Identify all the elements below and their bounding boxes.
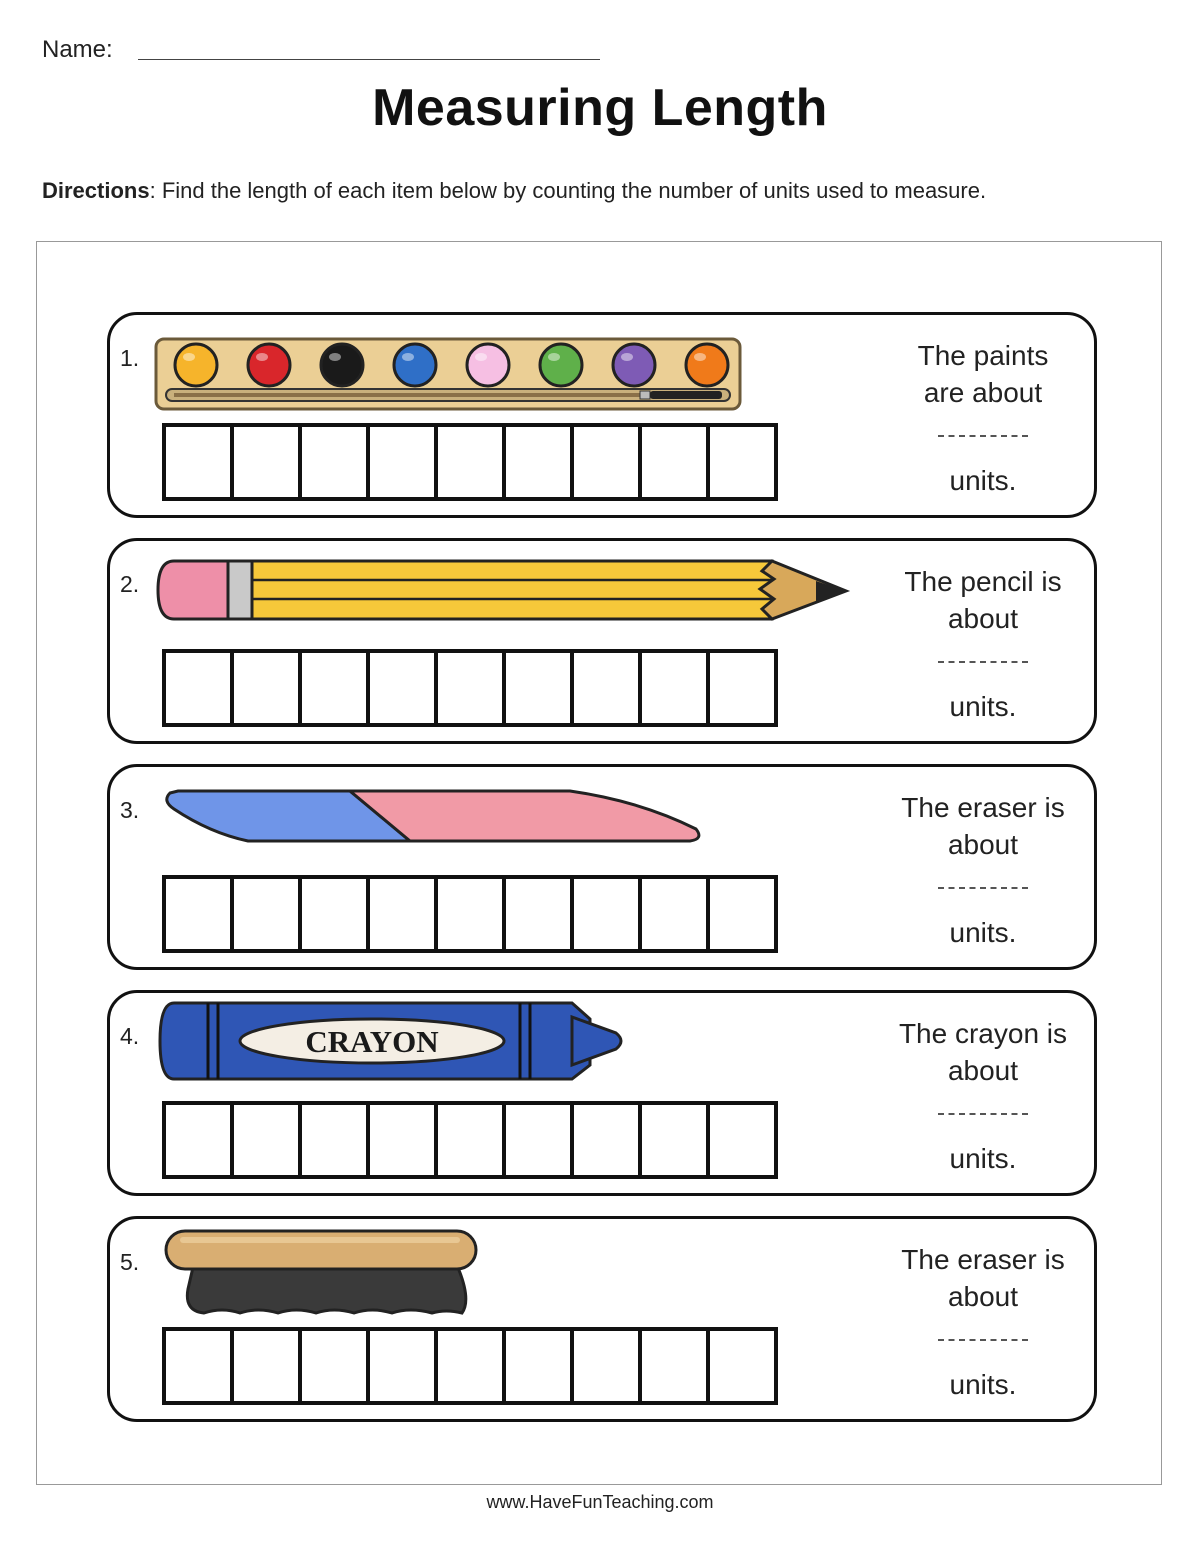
chalkboard-eraser-icon [110, 1219, 870, 1329]
measure-grid [162, 1101, 778, 1179]
paint-highlight [329, 353, 341, 361]
measure-unit-box [162, 1101, 234, 1179]
sentence-line1: The eraser is [901, 792, 1065, 823]
measure-unit-box [570, 649, 642, 727]
paint-highlight [694, 353, 706, 361]
measure-grid [162, 1327, 778, 1405]
measure-unit-box [230, 423, 302, 501]
measure-unit-box [162, 875, 234, 953]
units-label: units. [949, 691, 1017, 722]
item-card-paints [107, 312, 1097, 518]
measure-unit-box [230, 1327, 302, 1405]
paint-color-swatch [613, 344, 655, 386]
paint-color-swatch [175, 344, 217, 386]
crayon-icon [110, 993, 870, 1103]
paint-highlight [402, 353, 414, 361]
measure-unit-box [638, 1101, 710, 1179]
paint-color-swatch [321, 344, 363, 386]
answer-blank[interactable] [938, 887, 1028, 889]
item-number: 1. [120, 345, 140, 371]
paint-highlight [621, 353, 633, 361]
measure-unit-box [706, 875, 778, 953]
measure-unit-box [502, 649, 574, 727]
footer-site: www.HaveFunTeaching.com [486, 1492, 714, 1512]
measure-unit-box [298, 1101, 370, 1179]
measure-unit-box [638, 875, 710, 953]
sentence-line1: The crayon is [898, 1018, 1068, 1049]
sentence-line2: about [947, 603, 1019, 634]
measure-unit-box [638, 423, 710, 501]
measure-unit-box [434, 1101, 506, 1179]
directions-label: Directions [42, 178, 150, 203]
name-label: Name: [42, 36, 113, 63]
measure-unit-box [298, 1327, 370, 1405]
units-label: units. [949, 465, 1017, 496]
answer-sentence [888, 337, 1078, 411]
measure-unit-box [162, 423, 234, 501]
sentence-line1: The eraser is [901, 1244, 1065, 1275]
measure-unit-box [366, 1327, 438, 1405]
answer-sentence [888, 563, 1078, 637]
item-card-pencil [107, 538, 1097, 744]
measure-unit-box [570, 423, 642, 501]
answer-sentence [888, 1015, 1078, 1089]
units-label: units. [949, 1369, 1017, 1400]
answer-blank[interactable] [938, 1339, 1028, 1341]
measure-unit-box [366, 649, 438, 727]
paint-highlight [183, 353, 195, 361]
paint-color-swatch [540, 344, 582, 386]
measure-unit-box [638, 649, 710, 727]
measure-unit-box [366, 1101, 438, 1179]
crayon-label: CRAYON [305, 1024, 439, 1059]
item-card-eraser [107, 764, 1097, 970]
measure-unit-box [434, 649, 506, 727]
measure-grid [162, 423, 778, 501]
sentence-line1: The pencil is [904, 566, 1062, 597]
measure-unit-box [434, 875, 506, 953]
sentence-line2: are about [923, 377, 1043, 408]
units-label: units. [949, 1143, 1017, 1174]
measure-unit-box [706, 649, 778, 727]
measure-unit-box [502, 1327, 574, 1405]
measure-unit-box [502, 875, 574, 953]
measure-unit-box [298, 875, 370, 953]
paint-color-swatch [248, 344, 290, 386]
measure-unit-box [298, 649, 370, 727]
sentence-line2: about [947, 1055, 1019, 1086]
pencil-icon [110, 541, 870, 651]
measure-unit-box [434, 423, 506, 501]
answer-sentence [888, 789, 1078, 863]
sentence-line2: about [947, 1281, 1019, 1312]
item-number: 4. [120, 1023, 140, 1049]
item-number: 3. [120, 797, 140, 823]
measure-grid [162, 649, 778, 727]
sentence-line1: The paints [917, 340, 1049, 371]
measure-unit-box [230, 649, 302, 727]
name-input-line[interactable] [138, 59, 600, 60]
item-number: 5. [120, 1249, 140, 1275]
measure-unit-box [706, 423, 778, 501]
answer-sentence [888, 1241, 1078, 1315]
item-card-chalkboard-eraser [107, 1216, 1097, 1422]
measure-unit-box [638, 1327, 710, 1405]
item-number: 2. [120, 571, 140, 597]
paint-highlight [548, 353, 560, 361]
measure-unit-box [570, 1327, 642, 1405]
measure-unit-box [162, 1327, 234, 1405]
directions-text: : Find the length of each item below by counting the number of units used to measure. [149, 178, 987, 203]
directions [42, 178, 986, 204]
measure-unit-box [706, 1327, 778, 1405]
measure-unit-box [502, 423, 574, 501]
page-title: Measuring Length [372, 79, 828, 137]
sentence-line2: about [947, 829, 1019, 860]
measure-grid [162, 875, 778, 953]
measure-unit-box [502, 1101, 574, 1179]
paint-color-swatch [394, 344, 436, 386]
measure-unit-box [434, 1327, 506, 1405]
measure-unit-box [162, 649, 234, 727]
paint-color-swatch [686, 344, 728, 386]
answer-blank[interactable] [938, 435, 1028, 437]
measure-unit-box [706, 1101, 778, 1179]
measure-unit-box [230, 1101, 302, 1179]
paint-set-icon [110, 315, 870, 425]
eraser-icon [110, 767, 870, 877]
answer-blank[interactable] [938, 661, 1028, 663]
paint-highlight [256, 353, 268, 361]
answer-blank[interactable] [938, 1113, 1028, 1115]
item-card-crayon [107, 990, 1097, 1196]
paint-highlight [475, 353, 487, 361]
measure-unit-box [298, 423, 370, 501]
measure-unit-box [230, 875, 302, 953]
measure-unit-box [366, 875, 438, 953]
paint-color-swatch [467, 344, 509, 386]
units-label: units. [949, 917, 1017, 948]
measure-unit-box [366, 423, 438, 501]
measure-unit-box [570, 1101, 642, 1179]
measure-unit-box [570, 875, 642, 953]
